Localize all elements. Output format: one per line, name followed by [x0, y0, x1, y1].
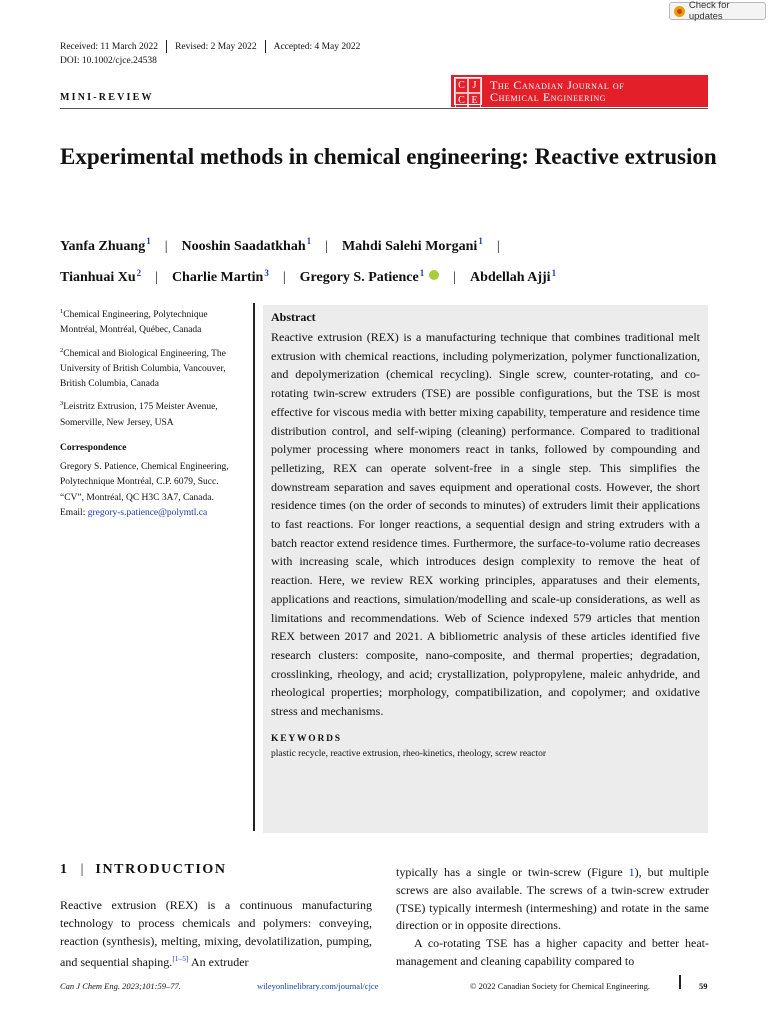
author[interactable]: Charlie Martin$^3$	[171, 267, 269, 286]
author[interactable]: Abdellah Ajji$^1$	[470, 267, 557, 286]
affiliation: $^2$Chemical and Biological Engineering, The University of British Columbia, Vancouver, British Columbia, Canada	[60, 346, 226, 390]
author[interactable]: Nooshin Saadatkhah$^1$	[181, 236, 312, 254]
page-number: 59	[699, 981, 708, 991]
author[interactable]: Gregory S. Patience$^1$	[300, 270, 440, 285]
affiliations-panel	[60, 304, 242, 521]
header-rule	[60, 108, 708, 109]
accepted-date: Accepted: 4 May 2022	[273, 41, 361, 52]
check-for-updates-label: Check for updates	[688, 0, 730, 22]
author-list: Yanfa Zhuang$^1$ | Nooshin Saadatkhah$^1$ | Mahdi Salehi Morgani$^1$ | Tianhuai Xu$^2$ | Charlie Martin$^3$ | Gregory S. Patience$^1$ | Abdellah Ajji$^1$	[60, 236, 557, 286]
correspondence-heading: Correspondence	[60, 442, 127, 453]
article-title: Experimental methods in chemical engineering: Reactive extrusion	[60, 144, 717, 169]
intro-column-1: Reactive extrusion (REX) is a continuous manufacturing technology to process chemicals and polymers: conveying, reaction (synthesis), melting, mixing, devolatilization, pumping, and sequential shaping.[1–5] An extruder	[60, 898, 372, 970]
divider	[166, 40, 167, 53]
keywords: plastic recycle, reactive extrusion, rheo-kinetics, rheology, screw reactor	[271, 748, 547, 759]
received-date: Received: 11 March 2022	[60, 41, 159, 52]
abstract-box	[263, 305, 708, 833]
footer-citation: Can J Chem Eng. 2023;101:59–77.	[60, 981, 181, 991]
abstract-heading: Abstract	[271, 310, 316, 324]
affiliation: $^1$Chemical Engineering, Polytechnique Montréal, Montréal, Québec, Canada	[60, 308, 208, 336]
author[interactable]: Yanfa Zhuang$^1$	[60, 236, 151, 254]
author[interactable]: Tianhuai Xu$^2$	[60, 267, 142, 286]
article-type: MINI-REVIEW	[60, 92, 154, 103]
footer-url[interactable]: wileyonlinelibrary.com/journal/cjce	[257, 981, 379, 991]
intro-column-2: typically has a single or twin-screw (Figure 1), but multiple screws are also available. The screws of a twin-screw extruder (TSE) typically intermesh (intermeshing) and rotate in the same direction or in opposite directions. A co-rotating TSE has a higher capacity and better heat-management and cleaning capability compared to	[396, 865, 709, 968]
reference-link[interactable]: [1–5]	[172, 954, 189, 964]
author[interactable]: Mahdi Salehi Morgani$^1$	[341, 236, 483, 254]
correspondence-text: Gregory S. Patience, Chemical Engineering, Polytechnique Montréal, C.P. 6079, Succ. “CV”, Montréal, QC H3C 3A7, Canada. Email: gregory-s.patience@polymtl.ca	[60, 462, 229, 518]
journal-logo	[451, 75, 708, 107]
figure-link[interactable]: 1	[628, 865, 635, 879]
divider	[265, 40, 266, 53]
check-for-updates-button[interactable]	[669, 2, 766, 20]
article-dates	[60, 40, 360, 53]
doi[interactable]: DOI: 10.1002/cjce.24538	[60, 56, 157, 66]
keywords-heading: KEYWORDS	[271, 733, 342, 744]
column-divider	[253, 303, 255, 831]
update-icon	[674, 6, 685, 17]
journal-name: The Canadian Journal of Chemical Engineering	[490, 78, 625, 104]
email-link[interactable]: gregory-s.patience@polymtl.ca	[87, 507, 208, 518]
orcid-icon[interactable]	[429, 270, 439, 280]
journal-logo-mark: C J C E	[454, 77, 482, 105]
affiliation: $^3$Leistritz Extrusion, 175 Meister Avenue, Somerville, New Jersey, USA	[60, 400, 218, 428]
revised-date: Revised: 2 May 2022	[175, 41, 257, 52]
footer-divider	[679, 975, 681, 989]
abstract-text: Reactive extrusion (REX) is a manufacturing technique that combines traditional melt extrusion with chemical reactions, including polymerization, polymer functionalization, and depolymerization (chemical recycling). Single screw, counter-rotating, and co-rotating twin-screw extruders (TSE) are possible configurations, but the TSE is most effective for viscous media with better mixing capability, temperature and residence time distribution control, and self-wiping (cleaning) performance. Compared to traditional polymer processing where monomers react in tanks, followed by compounding and pelletizing, REX can operate solvent-free in a single step. This simplifies the downstream separation and saves equipment and operational costs. However, the short residence times (on the order of seconds to minutes) of extruders limit their applications to fast reactions. For longer reactions, a sequential design and string extruders with a batch reactor extend residence times. Furthermore, the surface-to-volume ratio decreases with increasing scale, which introduces design complexity to remove the heat of reaction. Here, we review REX working principles, apparatuses and their elements, applications and reactions, simulation/modelling and scale-up considerations, as well as limitations and recommendations. Web of Science indexed 579 articles that mention REX between 2017 and 2021. A bibliometric analysis of these articles identified five research clusters: composite, nano-composite, and thermal properties; degradation, crosslinking, rheology, and acid; crystallization, polypropylene, maleic anhydride, and rheological properties; morphology, compatibilization, and copolymer; and oxidative stress and mechanisms.	[271, 330, 700, 719]
section-heading: 1 | INTRODUCTION	[60, 862, 227, 877]
footer-copyright: © 2022 Canadian Society for Chemical Engineering.	[470, 981, 650, 991]
